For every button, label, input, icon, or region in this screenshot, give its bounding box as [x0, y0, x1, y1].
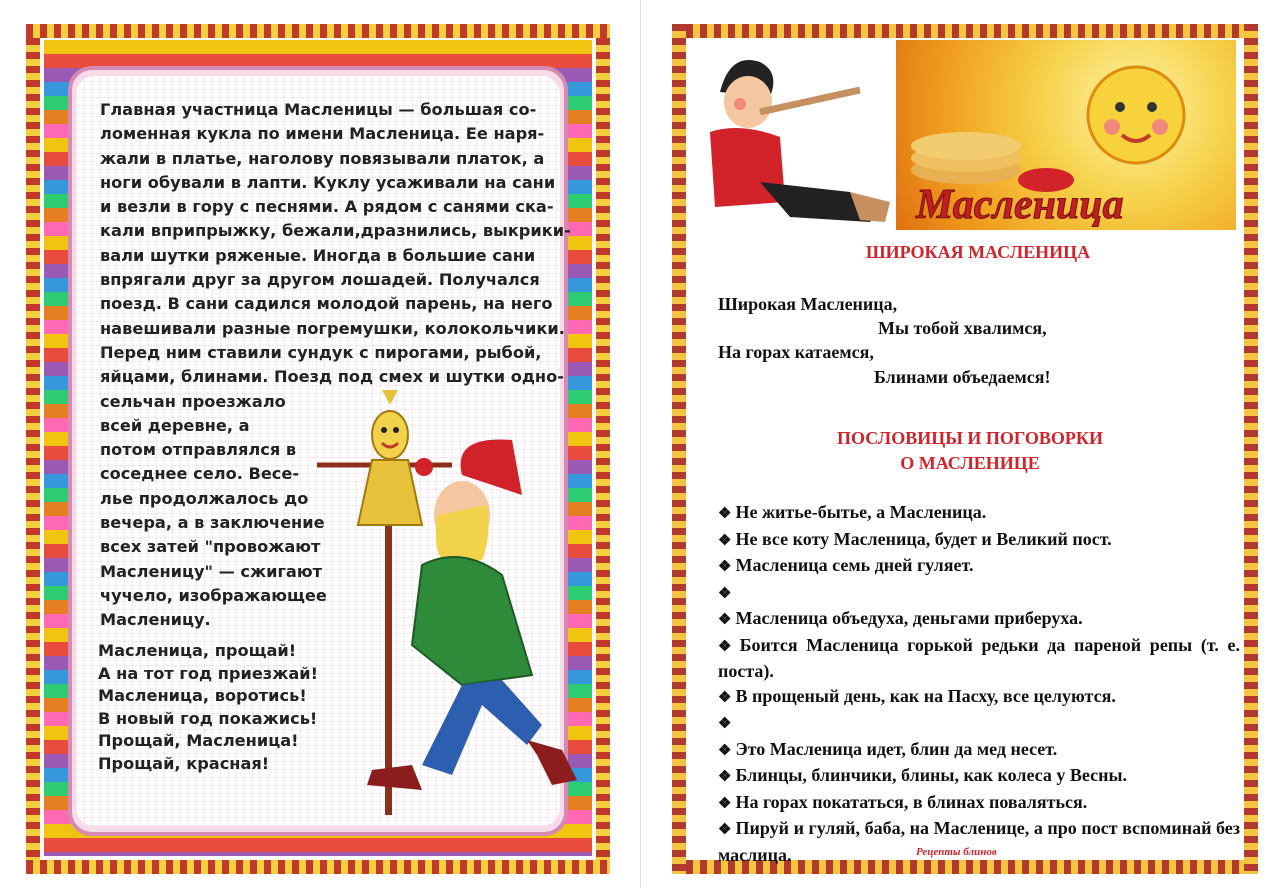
proverb-text: Это Масленица идет, блин да мед несет. [735, 738, 1058, 759]
proverb-item [702, 763, 1240, 790]
poem-line: Прощай, Масленица! [98, 731, 299, 751]
diamond-bullet-icon: ❖ [718, 742, 732, 759]
story-line: лье продолжалось до [100, 488, 309, 508]
proverb-text: Блинцы, блинчики, блины, как колеса у Весны. [735, 765, 1127, 785]
section-title: ШИРОКАЯ МАСЛЕНИЦА [865, 242, 1091, 262]
story-line: вечера, а в заключение [100, 513, 325, 533]
story-line: жали в платье, наголову повязывали платок, а [100, 148, 545, 168]
diamond-bullet-icon: ❖ [718, 638, 736, 655]
diamond-bullet-icon: ❖ [718, 716, 732, 732]
diamond-bullet-icon: ❖ [718, 795, 732, 812]
proverb-item [702, 580, 1240, 607]
story-line: Масленицу. [100, 610, 211, 630]
ornament-border-right [1244, 24, 1258, 874]
ornament-border-top [672, 24, 1258, 38]
diamond-bullet-icon: ❖ [718, 585, 732, 602]
ornament-border-left [672, 24, 686, 874]
proverbs-heading [700, 426, 1240, 476]
poem-line: В новый год покажись! [98, 708, 318, 728]
proverbs-heading-line: О МАСЛЕНИЦЕ [900, 453, 1040, 473]
proverbs-list [702, 500, 1240, 867]
poem-line: Масленица, прощай! [98, 641, 297, 660]
verse-line: Широкая Масленица, [718, 294, 898, 314]
proverb-item [702, 500, 1240, 527]
verse-line: Блинами объедаемся! [874, 367, 1051, 387]
story-line: чучело, изображающее [100, 585, 327, 605]
proverbs-heading-line: ПОСЛОВИЦЫ И ПОГОВОРКИ [837, 428, 1103, 448]
diamond-bullet-icon: ❖ [718, 769, 732, 785]
recipes-footer: Рецепты блинов [916, 846, 997, 858]
proverb-text: Пируй и гуляй, баба, на Масленице, а про пост вспоминай без маслица. [718, 818, 1241, 865]
proverb-item [702, 633, 1240, 684]
banner-title: Масленица [916, 182, 1124, 228]
poem-line: Прощай, красная! [98, 753, 270, 773]
story-line: сельчан проезжало [100, 391, 286, 411]
proverb-item [702, 527, 1240, 554]
story-line: всех затей "провожают [100, 537, 321, 557]
diamond-bullet-icon: ❖ [718, 532, 732, 549]
diamond-bullet-icon: ❖ [718, 822, 732, 838]
proverb-text: Не все коту Масленица, будет и Великий пост. [735, 528, 1112, 549]
diamond-bullet-icon: ❖ [718, 506, 732, 522]
story-line: соседнее село. Весе- [100, 464, 300, 484]
story-line: ноги обували в лапти. Куклу усаживали на сани [100, 172, 556, 192]
story-line: потом отправлялся в [100, 440, 297, 460]
story-line: всей деревне, а [100, 415, 250, 435]
story-line: и везли в гору с песнями. А рядом с санями ска- [100, 197, 554, 217]
proverb-text: В прощеный день, как на Пасху, все целуются. [735, 685, 1116, 706]
verse-line: Мы тобой хвалимся, [878, 318, 1047, 338]
proverb-item [702, 737, 1240, 764]
proverb-text: Боится Масленица горькой редьки да пареной репы (т. е. поста). [718, 634, 1240, 681]
proverb-text: Масленица объедуха, деньгами приберуха. [735, 608, 1083, 628]
poem-line: Масленица, воротись! [98, 686, 307, 706]
diamond-bullet-icon: ❖ [718, 689, 732, 706]
proverb-text: Масленица семь дней гуляет. [735, 555, 974, 575]
proverb-item [702, 553, 1240, 580]
story-line: Главная участница Масленицы — большая со- [100, 100, 537, 119]
diamond-bullet-icon: ❖ [718, 559, 732, 575]
proverb-item [702, 710, 1240, 737]
buffoon-with-doll-illustration [312, 385, 582, 815]
piper-boy-illustration [700, 42, 900, 232]
story-line: впрягали друг за другом лошадей. Получался [100, 270, 540, 290]
story-line: Масленицу" — сжигают [100, 561, 322, 581]
story-line: ломенная кукла по имени Масленица. Ее наря- [100, 124, 545, 144]
maslenitsa-banner [896, 40, 1236, 230]
proverb-item [702, 816, 1240, 867]
poem-line: А на тот год приезжай! [98, 663, 318, 683]
proverb-text: На горах покататься, в блинах поваляться. [735, 791, 1088, 812]
page-divider [640, 0, 641, 888]
story-line: навешивали разные погремушки, колокольчики. [100, 318, 565, 338]
proverb-item [702, 606, 1240, 633]
verse-line: На горах катаемся, [718, 342, 874, 362]
story-line: яйцами, блинами. Поезд под смех и шутки одно- [100, 367, 564, 387]
proverb-item [702, 684, 1240, 711]
story-line: поезд. В сани садился молодой парень, на него [100, 294, 553, 314]
story-line: Перед ним ставили сундук с пирогами, рыбой, [100, 342, 542, 362]
proverb-item [702, 790, 1240, 817]
farewell-poem [98, 640, 318, 776]
story-line: вали шутки ряженые. Иногда в большие сани [100, 245, 536, 265]
proverb-text: Не житье-бытье, а Масленица. [735, 502, 987, 522]
story-line: кали вприпрыжку, бежали,дразнились, выкрики- [100, 221, 571, 241]
diamond-bullet-icon: ❖ [718, 612, 732, 628]
sun-and-pancakes-art [896, 40, 1236, 230]
